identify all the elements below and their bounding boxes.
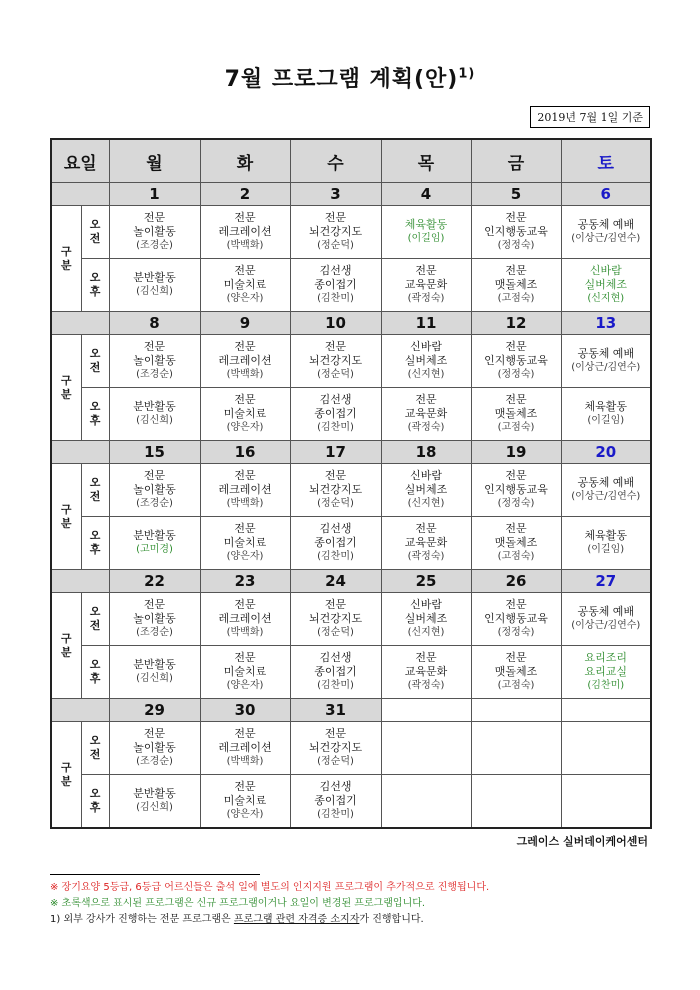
program-name: 놀이활동 (133, 741, 176, 754)
date-cell: 8 (109, 312, 200, 335)
program-name: 공동체 예배 (577, 476, 635, 489)
program-prefix: 전문 (324, 598, 347, 611)
instructor-name: (조경순) (136, 240, 173, 251)
instructor-name: (곽정숙) (407, 551, 445, 562)
instructor-name: (김찬미) (317, 422, 354, 433)
date-cell (561, 699, 651, 722)
instructor-name: (이상근/김연수) (571, 233, 641, 244)
instructor-name: (양은자) (226, 551, 264, 562)
date-cell: 12 (471, 312, 561, 335)
program-cell (200, 335, 290, 388)
program-name: 교육문화 (404, 407, 448, 420)
program-cell (381, 517, 471, 570)
program-name: 인지행동교육 (484, 354, 548, 367)
program-name: 맷돌체조 (494, 536, 538, 549)
program-name: 인지행동교육 (484, 225, 548, 238)
gubun-label: 구 분 (51, 722, 81, 829)
date-row (51, 441, 651, 464)
program-cell (200, 206, 290, 259)
am-label: 오 전 (81, 722, 109, 775)
program-cell (290, 517, 381, 570)
program-prefix: 전문 (234, 211, 256, 224)
instructor-name: (신지현) (407, 627, 445, 638)
program-prefix: 전문 (415, 393, 437, 406)
program-prefix: 전문 (143, 469, 166, 482)
program-cell (381, 206, 471, 259)
program-name: 체육활동 (584, 400, 628, 413)
instructor-name: (김찬미) (587, 680, 625, 691)
program-name: 체육활동 (404, 218, 448, 231)
instructor-name: (고미경) (136, 544, 173, 555)
program-prefix: 전문 (505, 598, 527, 611)
program-cell (200, 517, 290, 570)
program-prefix: 전문 (143, 340, 166, 353)
program-cell (109, 517, 200, 570)
instructor-name: (김신희) (136, 286, 173, 297)
program-cell (290, 775, 381, 829)
instructor-name: (박백화) (226, 240, 264, 251)
program-prefix: 전문 (505, 469, 527, 482)
program-prefix: 신바람 (410, 598, 442, 611)
program-prefix: 전문 (415, 264, 437, 277)
program-cell (109, 464, 200, 517)
title-footnote-mark: 1) (458, 66, 476, 82)
instructor-name: (김신희) (136, 673, 173, 684)
am-row (51, 464, 651, 517)
program-cell (471, 206, 561, 259)
program-prefix: 김선생 (319, 522, 352, 535)
instructor-name: (정정숙) (497, 369, 535, 380)
program-cell (381, 722, 471, 775)
date-cell: 4 (381, 183, 471, 206)
program-name: 실버체조 (584, 278, 628, 291)
program-prefix: 전문 (324, 211, 347, 224)
date-row-spacer (51, 570, 109, 593)
instructor-name: (김신희) (136, 802, 173, 813)
instructor-name: (이상근/김연수) (571, 491, 641, 502)
program-name: 뇌건강지도 (308, 612, 363, 625)
pm-label: 오 후 (81, 259, 109, 312)
program-cell (109, 775, 200, 829)
instructor-name: (조경순) (136, 627, 173, 638)
program-cell (109, 259, 200, 312)
program-prefix: 전문 (324, 469, 347, 482)
program-prefix: 신바람 (410, 340, 442, 353)
program-cell (290, 335, 381, 388)
program-name: 인지행동교육 (484, 612, 548, 625)
program-prefix: 김선생 (319, 651, 352, 664)
date-cell (471, 699, 561, 722)
pm-row (51, 517, 651, 570)
weekday-fri: 금 (471, 139, 561, 183)
instructor-name: (신지현) (587, 293, 625, 304)
pm-row (51, 775, 651, 829)
instructor-name: (정정숙) (497, 627, 535, 638)
program-cell (381, 593, 471, 646)
date-cell: 9 (200, 312, 290, 335)
date-cell: 24 (290, 570, 381, 593)
center-name: 그레이스 실버데이케어센터 (516, 835, 648, 848)
program-cell (381, 464, 471, 517)
program-cell (471, 335, 561, 388)
program-name: 미술치료 (223, 536, 267, 549)
program-prefix: 김선생 (319, 393, 352, 406)
instructor-name: (곽정숙) (407, 293, 445, 304)
program-name: 맷돌체조 (494, 665, 538, 678)
date-row (51, 183, 651, 206)
program-prefix: 전문 (143, 727, 166, 740)
instructor-name: (신지현) (407, 498, 445, 509)
date-row-spacer (51, 441, 109, 464)
program-name: 교육문화 (404, 278, 448, 291)
program-cell (290, 722, 381, 775)
am-row (51, 593, 651, 646)
program-cell (290, 464, 381, 517)
program-name: 분반활동 (133, 529, 176, 542)
day-label: 요일 (51, 139, 109, 183)
pm-label: 오 후 (81, 388, 109, 441)
date-row (51, 570, 651, 593)
am-label: 오 전 (81, 206, 109, 259)
gubun-label: 구 분 (51, 464, 81, 570)
instructor-name: (이길임) (407, 233, 445, 244)
date-row-spacer (51, 183, 109, 206)
program-cell (471, 593, 561, 646)
weekday-mon: 월 (109, 139, 200, 183)
date-cell: 2 (200, 183, 290, 206)
instructor-name: (조경순) (136, 369, 173, 380)
weekday-tue: 화 (200, 139, 290, 183)
note-green: ※ 초록색으로 표시된 프로그램은 신규 프로그램이거나 요일이 변경된 프로그램입니다. (50, 898, 426, 909)
date-cell: 31 (290, 699, 381, 722)
program-prefix: 전문 (505, 651, 527, 664)
program-cell (561, 388, 651, 441)
date-row-spacer (51, 699, 109, 722)
program-name: 분반활동 (133, 787, 176, 800)
program-cell (561, 335, 651, 388)
date-row-spacer (51, 312, 109, 335)
program-cell (200, 775, 290, 829)
program-name: 미술치료 (223, 794, 267, 807)
instructor-name: (고점숙) (497, 551, 535, 562)
program-cell (561, 259, 651, 312)
program-cell (381, 259, 471, 312)
instructor-name: (양은자) (226, 809, 264, 820)
date-cell: 23 (200, 570, 290, 593)
pm-row (51, 388, 651, 441)
program-cell (109, 335, 200, 388)
program-prefix: 전문 (234, 393, 256, 406)
weekday-thu: 목 (381, 139, 471, 183)
program-cell (200, 388, 290, 441)
program-name: 공동체 예배 (577, 218, 635, 231)
program-name: 종이접기 (314, 278, 357, 291)
instructor-name: (이길임) (587, 544, 625, 555)
instructor-name: (김찬미) (317, 293, 354, 304)
program-name: 맷돌체조 (494, 278, 538, 291)
program-name: 뇌건강지도 (308, 354, 363, 367)
program-cell (471, 259, 561, 312)
am-label: 오 전 (81, 464, 109, 517)
page-title: 7월 프로그램 계획(안)$^{1)}$ (224, 66, 476, 92)
program-name: 교육문화 (404, 536, 448, 549)
program-name: 실버체조 (404, 483, 448, 496)
am-row (51, 722, 651, 775)
program-prefix: 전문 (234, 727, 256, 740)
program-prefix: 전문 (234, 780, 256, 793)
date-cell: 29 (109, 699, 200, 722)
program-cell (109, 388, 200, 441)
program-prefix: 전문 (234, 264, 256, 277)
program-cell (109, 646, 200, 699)
instructor-name: (이상근/김연수) (571, 362, 641, 373)
program-name: 놀이활동 (133, 612, 176, 625)
program-prefix: 김선생 (319, 264, 352, 277)
program-name: 종이접기 (314, 407, 357, 420)
footnote-divider (50, 874, 260, 875)
program-cell (471, 464, 561, 517)
program-prefix: 전문 (234, 651, 256, 664)
instructor-name: (곽정숙) (407, 680, 445, 691)
program-cell (290, 206, 381, 259)
program-cell (109, 722, 200, 775)
instructor-name: (정정숙) (497, 240, 535, 251)
instructor-name: (양은자) (226, 293, 264, 304)
program-prefix: 신바람 (589, 264, 622, 277)
instructor-name: (김찬미) (317, 809, 354, 820)
instructor-name: (정순덕) (317, 369, 354, 380)
program-cell (471, 517, 561, 570)
date-row (51, 699, 651, 722)
program-name: 레크레이션 (218, 741, 272, 754)
instructor-name: (박백화) (226, 498, 264, 509)
program-prefix: 전문 (234, 598, 256, 611)
program-name: 공동체 예배 (577, 347, 635, 360)
program-cell (381, 646, 471, 699)
instructor-name: (정순덕) (317, 498, 354, 509)
program-prefix: 전문 (234, 340, 256, 353)
date-cell: 19 (471, 441, 561, 464)
weekday-wed: 수 (290, 139, 381, 183)
program-prefix: 김선생 (319, 780, 352, 793)
program-name: 공동체 예배 (577, 605, 635, 618)
date-cell: 13 (561, 312, 651, 335)
instructor-name: (정순덕) (317, 756, 354, 767)
instructor-name: (조경순) (136, 756, 173, 767)
instructor-name: (정순덕) (317, 240, 354, 251)
program-name: 놀이활동 (133, 354, 176, 367)
program-name: 놀이활동 (133, 225, 176, 238)
program-prefix: 전문 (324, 727, 347, 740)
program-name: 종이접기 (314, 536, 357, 549)
date-cell: 3 (290, 183, 381, 206)
instructor-name: (김찬미) (317, 680, 354, 691)
program-prefix: 전문 (234, 469, 256, 482)
instructor-name: (고점숙) (497, 422, 535, 433)
program-name: 교육문화 (404, 665, 448, 678)
note-external: 1) 외부 강사가 진행하는 전문 프로그램은 프로그램 관련 자격증 소지자가 진행합니다. (50, 914, 424, 925)
program-name: 놀이활동 (133, 483, 176, 496)
program-name: 인지행동교육 (484, 483, 548, 496)
instructor-name: (정정숙) (497, 498, 535, 509)
program-name: 맷돌체조 (494, 407, 538, 420)
program-cell (561, 593, 651, 646)
program-name: 미술치료 (223, 665, 267, 678)
program-name: 분반활동 (133, 658, 176, 671)
program-name: 레크레이션 (218, 483, 272, 496)
program-name: 분반활동 (133, 271, 176, 284)
program-cell (290, 388, 381, 441)
program-prefix: 전문 (505, 340, 527, 353)
date-cell: 25 (381, 570, 471, 593)
date-cell: 17 (290, 441, 381, 464)
program-cell (290, 646, 381, 699)
program-prefix: 전문 (505, 211, 527, 224)
program-prefix: 신바람 (410, 469, 442, 482)
program-cell (471, 775, 561, 829)
instructor-name: (고점숙) (497, 293, 535, 304)
am-row (51, 206, 651, 259)
program-cell (561, 722, 651, 775)
note-grade: ※ 장기요양 5등급, 6등급 어르신들은 출석 일에 별도의 인지지원 프로그램이 추가적으로 진행됩니다. (50, 882, 490, 893)
date-cell: 10 (290, 312, 381, 335)
instructor-name: (김신희) (136, 415, 173, 426)
program-cell (109, 206, 200, 259)
program-name: 레크레이션 (218, 612, 272, 625)
program-prefix: 전문 (505, 522, 527, 535)
program-cell (471, 388, 561, 441)
date-cell: 1 (109, 183, 200, 206)
program-cell (200, 722, 290, 775)
program-prefix: 전문 (234, 522, 256, 535)
instructor-name: (이상근/김연수) (571, 620, 641, 631)
program-cell (200, 259, 290, 312)
program-cell (471, 646, 561, 699)
pm-label: 오 후 (81, 517, 109, 570)
program-cell (200, 646, 290, 699)
date-cell: 16 (200, 441, 290, 464)
pm-label: 오 후 (81, 775, 109, 829)
instructor-name: (김찬미) (317, 551, 354, 562)
gubun-label: 구 분 (51, 206, 81, 312)
instructor-name: (곽정숙) (407, 422, 445, 433)
am-row (51, 335, 651, 388)
program-cell (109, 593, 200, 646)
program-cell (290, 593, 381, 646)
instructor-name: (신지현) (407, 369, 445, 380)
program-prefix: 전문 (505, 264, 527, 277)
instructor-name: (양은자) (226, 680, 264, 691)
program-cell (561, 206, 651, 259)
date-cell: 20 (561, 441, 651, 464)
program-prefix: 전문 (415, 522, 437, 535)
program-name: 미술치료 (223, 278, 267, 291)
instructor-name: (고점숙) (497, 680, 535, 691)
gubun-label: 구 분 (51, 335, 81, 441)
date-cell: 15 (109, 441, 200, 464)
instructor-name: (양은자) (226, 422, 264, 433)
program-name: 분반활동 (133, 400, 176, 413)
program-name: 종이접기 (314, 665, 357, 678)
date-cell: 26 (471, 570, 561, 593)
program-cell (381, 388, 471, 441)
program-cell (381, 335, 471, 388)
date-cell: 27 (561, 570, 651, 593)
date-cell: 11 (381, 312, 471, 335)
program-cell (561, 775, 651, 829)
date-cell: 18 (381, 441, 471, 464)
program-name: 요리교실 (584, 665, 628, 678)
instructor-name: (조경순) (136, 498, 173, 509)
program-name: 레크레이션 (218, 354, 272, 367)
date-cell: 5 (471, 183, 561, 206)
program-prefix: 전문 (143, 598, 166, 611)
footnotes (50, 880, 489, 928)
instructor-name: (박백화) (226, 756, 264, 767)
program-name: 실버체조 (404, 612, 448, 625)
am-label: 오 전 (81, 593, 109, 646)
program-prefix: 전문 (143, 211, 166, 224)
program-name: 실버체조 (404, 354, 448, 367)
program-name: 미술치료 (223, 407, 267, 420)
instructor-name: (이길임) (587, 415, 625, 426)
date-cell (381, 699, 471, 722)
weekday-header-row (51, 139, 651, 183)
program-cell (471, 722, 561, 775)
pm-label: 오 후 (81, 646, 109, 699)
program-cell (561, 646, 651, 699)
weekday-sat: 토 (561, 139, 651, 183)
program-prefix: 전문 (415, 651, 437, 664)
instructor-name: (박백화) (226, 627, 264, 638)
program-cell (561, 464, 651, 517)
program-prefix: 요리조리 (584, 651, 628, 664)
date-row (51, 312, 651, 335)
program-cell (290, 259, 381, 312)
program-prefix: 전문 (324, 340, 347, 353)
instructor-name: (박백화) (226, 369, 264, 380)
date-cell: 22 (109, 570, 200, 593)
gubun-label: 구 분 (51, 593, 81, 699)
program-name: 뇌건강지도 (308, 483, 363, 496)
program-name: 체육활동 (584, 529, 628, 542)
schedule-table (50, 138, 652, 829)
pm-row (51, 646, 651, 699)
program-cell (200, 464, 290, 517)
pm-row (51, 259, 651, 312)
program-name: 뇌건강지도 (308, 225, 363, 238)
program-cell (381, 775, 471, 829)
program-name: 레크레이션 (218, 225, 272, 238)
program-name: 뇌건강지도 (308, 741, 363, 754)
date-cell: 6 (561, 183, 651, 206)
date-cell: 30 (200, 699, 290, 722)
date-basis-box: 2019년 7월 1일 기준 (530, 106, 650, 128)
program-cell (561, 517, 651, 570)
program-name: 종이접기 (314, 794, 357, 807)
am-label: 오 전 (81, 335, 109, 388)
program-prefix: 전문 (505, 393, 527, 406)
instructor-name: (정순덕) (317, 627, 354, 638)
program-cell (200, 593, 290, 646)
